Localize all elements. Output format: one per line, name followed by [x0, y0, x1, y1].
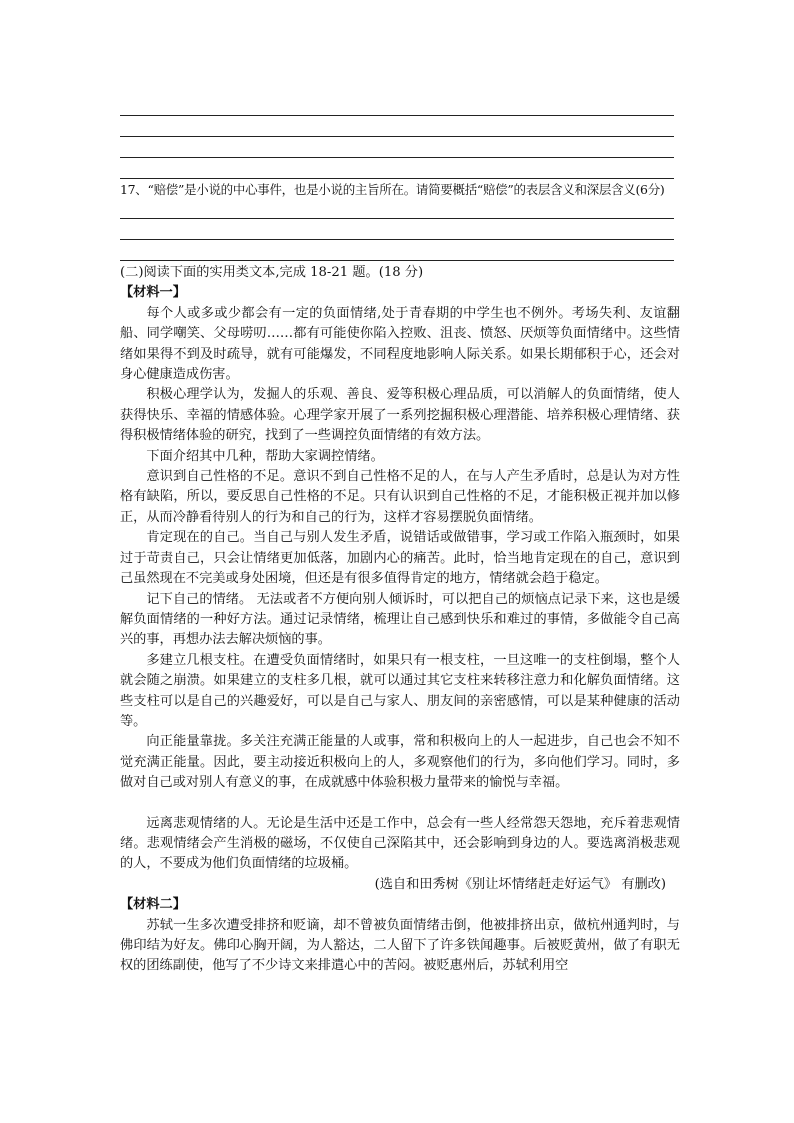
material-1-label: 【材料一】	[120, 285, 186, 301]
material-1-paragraph: 每个人或多或少都会有一定的负面情绪,处于青春期的中学生也不例外。考场失利、友谊翻船、同学嘲笑、父母唠叨……都有可能使你陷入控败、沮丧、愤怒、厌烦等负面情绪中。这些情绪如果得不到及时疏导，就有可能爆发，不同程度地影响人际关系。如果长期郁积于心，还会对身心健康造成伤害。	[120, 305, 680, 383]
material-1-paragraph: 记下自己的情绪。 无法或者不方便向别人倾诉时，可以把自己的烦恼点记录下来，这也是缓解负面情绪的一种好方法。通过记录情绪，梳理让自己感到快乐和难过的事情，多做能令自己高兴的事，再想办法去解决烦恼的事。	[120, 591, 680, 648]
section-heading: (二)阅读下面的实用类文本,完成 18-21 题。(18 分)	[120, 265, 424, 280]
reading-section	[120, 263, 680, 977]
material-1-paragraph: 肯定现在的自己。当自己与别人发生矛盾，说错话或做错事，学习或工作陷入瓶颈时，如果过于苛责自己，只会让情绪更加低落，加剧内心的痛苦。此时，恰当地肯定现在的自己，意识到己虽然现在不完美或身处困境，但还是有很多值得肯定的地方，情绪就会趋于稳定。	[120, 530, 680, 587]
material-1-paragraph: 下面介绍其中几种，帮助大家调控情绪。	[146, 448, 384, 464]
material-1-paragraph: 向正能量靠拢。多关注充满正能量的人或事，常和积极向上的人一起进步，自己也会不知不觉充满正能量。因此，要主动接近积极向上的人，多观察他们的行为，多向他们学习。同时，多做对自己或对别人有意义的事，在成就感中体验积极力量带来的愉悦与幸福。	[120, 734, 680, 791]
answer-line	[120, 115, 674, 116]
answer-line	[120, 218, 674, 219]
material-1-source: (选自和田秀树《别让坏情绪赶走好运气》 有删改)	[374, 876, 666, 892]
paragraph-gap	[120, 794, 680, 814]
material-1-paragraph: 积极心理学认为，发掘人的乐观、善良、爱等积极心理品质，可以消解人的负面情绪，使人获得快乐、幸福的情感体验。心理学家开展了一系列挖掘积极心理潜能、培养积极心理情绪、获得积极情绪体验的研究，找到了一些调控负面情绪的有效方法。	[120, 387, 680, 444]
answer-line	[120, 178, 674, 179]
material-1-paragraph: 远离悲观情绪的人。无论是生活中还是工作中，总会有一些人经常怨天怨地，充斥着悲观情绪。悲观情绪会产生消极的磁场，不仅使自己深陷其中，还会影响到身边的人。要选离消极悲观的人，不要成为他们负面情绪的垃圾桶。	[120, 815, 680, 872]
answer-line	[120, 157, 674, 158]
material-2-paragraph: 苏轼一生多次遭受排挤和贬谪，却不曾被负面情绪击倒，他被排挤出京，做杭州通判时，与佛印结为好友。佛印心胸开阔，为人豁达，二人留下了许多铁闻趣事。后被贬黄州，做了有职无权的团练副使，他写了不少诗文来排遣心中的苦闷。被贬惠州后，苏轼利用空	[120, 917, 680, 974]
material-1-paragraph: 多建立几根支柱。在遭受负面情绪时，如果只有一根支柱，一旦这唯一的支柱倒塌，整个人就会随之崩溃。如果建立的支柱多几根，就可以通过其它支柱来转移注意力和化解负面情绪。这些支柱可以是自己的兴趣爱好，可以是自己与家人、朋友间的亲密感情，可以是某种健康的活动等。	[120, 652, 680, 729]
material-2-label: 【材料二】	[120, 897, 186, 913]
question-17: 17、“赔偿”是小说的中心事件，也是小说的主旨所在。请简要概括“赔偿”的表层含义和深层含义(6分)	[120, 182, 665, 197]
answer-line	[120, 136, 674, 137]
material-1-paragraph: 意识到自己性格的不足。意识不到自己性格不足的人，在与人产生矛盾时，总是认为对方性格有缺陷，所以，要反思自己性格的不足。只有认识到自己性格的不足，才能积极正视并加以修正，从而冷静看待别人的行为和自己的行为，这样才容易摆脱负面情绪。	[120, 469, 680, 525]
answer-line	[120, 260, 674, 261]
answer-line	[120, 239, 674, 240]
